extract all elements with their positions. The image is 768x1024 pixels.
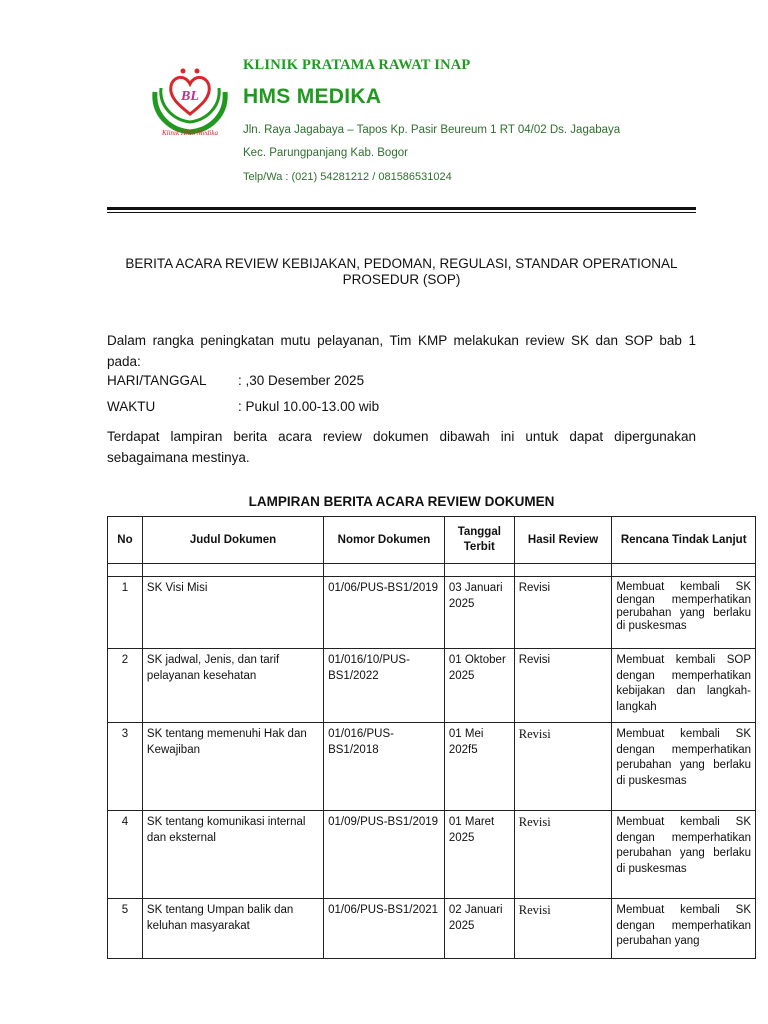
header-divider-thin <box>107 212 696 213</box>
cell-rencana: Membuat kembali SK dengan memperhatikan perubahan yang berlaku di puskesmas <box>612 811 756 899</box>
cell-judul: SK tentang memenuhi Hak dan Kewajiban <box>142 723 323 811</box>
spacer-row <box>108 564 756 577</box>
cell-judul: SK Visi Misi <box>142 577 323 649</box>
cell-judul: SK tentang komunikasi internal dan eksternal <box>142 811 323 899</box>
time-row <box>107 399 379 414</box>
logo-initials: BL <box>181 89 199 104</box>
cell-nomor: 01/016/PUS-BS1/2018 <box>324 723 445 811</box>
clinic-logo <box>147 62 233 138</box>
header-nomor: Nomor Dokumen <box>324 517 445 564</box>
review-table <box>107 516 756 959</box>
intro-paragraph: Dalam rangka peningkatan mutu pelayanan, Tim KMP melakukan review SK dan SOP bab 1 pada: <box>107 333 696 369</box>
clinic-name: KLINIK PRATAMA RAWAT INAP <box>243 57 471 73</box>
cell-nomor: 01/09/PUS-BS1/2019 <box>324 811 445 899</box>
cell-no: 4 <box>108 811 143 899</box>
header-no: No <box>108 517 143 564</box>
cell-tanggal: 01 Mei 202f5 <box>444 723 514 811</box>
cell-rencana: Membuat kembali SK dengan memperhatikan perubahan yang <box>612 899 756 959</box>
cell-rencana: Membuat kembali SK dengan memperhatikan perubahan yang berlaku di puskesmas <box>612 577 756 649</box>
table-row <box>108 723 756 811</box>
cell-hasil: Revisi <box>514 649 612 723</box>
cell-tanggal: 01 Maret 2025 <box>444 811 514 899</box>
table-header-row <box>108 517 756 564</box>
table-row <box>108 811 756 899</box>
cell-nomor: 01/06/PUS-BS1/2021 <box>324 899 445 959</box>
header-tanggal: Tanggal Terbit <box>444 517 514 564</box>
cell-judul: SK jadwal, Jenis, dan tarif pelayanan kesehatan <box>142 649 323 723</box>
date-label: HARI/TANGGAL <box>107 373 207 388</box>
phone-line: Telp/Wa : (021) 54281212 / 081586531024 <box>243 171 452 183</box>
cell-hasil: Revisi <box>514 723 612 811</box>
cell-no: 2 <box>108 649 143 723</box>
table-title: LAMPIRAN BERITA ACARA REVIEW DOKUMEN <box>248 494 555 509</box>
cell-nomor: 01/016/10/PUS-BS1/2022 <box>324 649 445 723</box>
address-line-2: Kec. Parungpanjang Kab. Bogor <box>243 147 408 159</box>
closing-paragraph: Terdapat lampiran berita acara review dokumen dibawah ini untuk dapat dipergunakan sebagaimana mestinya. <box>107 429 696 465</box>
cell-no: 5 <box>108 899 143 959</box>
cell-rencana: Membuat kembali SK dengan memperhatikan perubahan yang berlaku di puskesmas <box>612 723 756 811</box>
header-judul: Judul Dokumen <box>142 517 323 564</box>
cell-hasil: Revisi <box>514 899 612 959</box>
cell-hasil: Revisi <box>514 577 612 649</box>
table-row <box>108 899 756 959</box>
time-value: : Pukul 10.00-13.00 wib <box>238 399 380 414</box>
cell-no: 3 <box>108 723 143 811</box>
header-rencana: Rencana Tindak Lanjut <box>612 517 756 564</box>
cell-nomor: 01/06/PUS-BS1/2019 <box>324 577 445 649</box>
date-row <box>107 373 364 388</box>
cell-tanggal: 02 Januari 2025 <box>444 899 514 959</box>
cell-rencana: Membuat kembali SOP dengan memperhatikan kebijakan dan langkah-langkah <box>612 649 756 723</box>
table-row <box>108 577 756 649</box>
logo-arc-text: Klinik HMS Medika <box>162 129 218 137</box>
header-hasil: Hasil Review <box>514 517 612 564</box>
cell-tanggal: 03 Januari 2025 <box>444 577 514 649</box>
brand-name: HMS MEDIKA <box>243 85 382 108</box>
cell-no: 1 <box>108 577 143 649</box>
cell-tanggal: 01 Oktober 2025 <box>444 649 514 723</box>
address-line-1: Jln. Raya Jagabaya – Tapos Kp. Pasir Beureum 1 RT 04/02 Ds. Jagabaya <box>243 124 621 136</box>
header-divider-thick <box>107 207 696 210</box>
time-label: WAKTU <box>107 399 156 414</box>
date-value: : ,30 Desember 2025 <box>238 373 365 388</box>
table-row <box>108 649 756 723</box>
cell-hasil: Revisi <box>514 811 612 899</box>
cell-judul: SK tentang Umpan balik dan keluhan masyarakat <box>142 899 323 959</box>
document-title: BERITA ACARA REVIEW KEBIJAKAN, PEDOMAN, REGULASI, STANDAR OPERATIONAL PROSEDUR (SOP) <box>125 256 678 287</box>
